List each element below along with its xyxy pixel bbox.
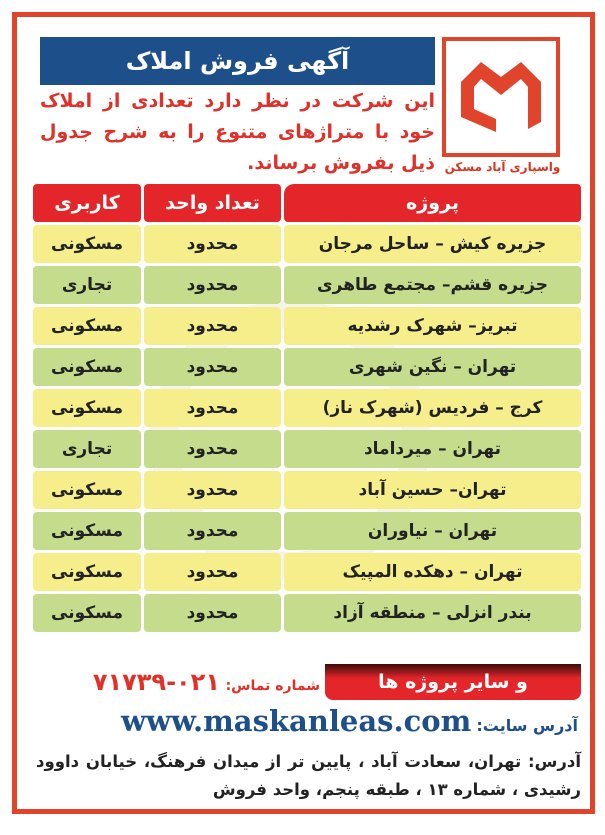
website-url[interactable]: www.maskanleas.com (121, 704, 472, 738)
cell-usage: مسکونی (33, 225, 141, 263)
intro-text: این شرکت در نظر دارد تعدادی از املاک خود با متراژهای متنوع را به شرح جدول ذیل بفروش برساند. (40, 90, 435, 174)
cell-units: محدود (144, 471, 281, 509)
cell-usage: تجاری (33, 430, 141, 468)
table-row (33, 430, 581, 468)
cell-units: محدود (144, 225, 281, 263)
cell-project: تبریز– شهرک رشدیه (284, 307, 581, 345)
ad-title: آگهی فروش املاک (40, 37, 435, 85)
cell-project: جزیره قشم– مجتمع طاهری (284, 266, 581, 304)
cell-units: محدود (144, 307, 281, 345)
cell-units: محدود (144, 266, 281, 304)
table-row (33, 471, 581, 509)
table-row (33, 307, 581, 345)
m-logo-icon (456, 57, 546, 137)
cell-project: تهران – نیاوران (284, 512, 581, 550)
table-row (33, 389, 581, 427)
cell-usage: مسکونی (33, 471, 141, 509)
contact-phone (40, 668, 320, 696)
cell-usage: مسکونی (33, 594, 141, 632)
cell-project: جزیره کیش – ساحل مرجان (284, 225, 581, 263)
table-row (33, 225, 581, 263)
cell-usage: مسکونی (33, 307, 141, 345)
cell-project: بندر انزلی – منطقه آزاد (284, 594, 581, 632)
website (38, 704, 578, 738)
cell-units: محدود (144, 512, 281, 550)
company-logo (442, 37, 560, 157)
cell-units: محدود (144, 594, 281, 632)
cell-project: تهران – دهکده المپیک (284, 553, 581, 591)
cell-project: کرج – فردیس (شهرک ناز) (284, 389, 581, 427)
cell-units: محدود (144, 430, 281, 468)
logo-caption: واسپاری آباد مسکن (444, 160, 561, 174)
cell-usage: مسکونی (33, 553, 141, 591)
other-projects-banner: و سایر پروژه ها (325, 664, 581, 700)
cell-units: محدود (144, 348, 281, 386)
cell-project: تهران – میرداماد (284, 430, 581, 468)
header-units: تعداد واحد (144, 184, 281, 222)
cell-project: تهران – نگین شهری (284, 348, 581, 386)
address: آدرس: تهران، سعادت آباد ، پایین تر از میدان فرهنگ، خیابان داوود رشیدی ، شماره ۱۳ ، طبقه پنجم، واحد فروش (36, 752, 581, 799)
table-row (33, 348, 581, 386)
header-usage: کاربری (33, 184, 141, 222)
cell-usage: مسکونی (33, 512, 141, 550)
phone-label: شماره تماس: (225, 678, 320, 694)
cell-usage: مسکونی (33, 348, 141, 386)
table-header (33, 184, 581, 222)
table-row (33, 512, 581, 550)
website-label: آدرس سایت: (476, 716, 578, 735)
phone-number: ۰۲۱-۷۱۷۳۹ (92, 668, 220, 696)
cell-units: محدود (144, 553, 281, 591)
projects-table (33, 184, 581, 635)
header-project: پروژه (284, 184, 581, 222)
cell-units: محدود (144, 389, 281, 427)
table-row (33, 266, 581, 304)
table-row (33, 594, 581, 632)
cell-project: تهران– حسین آباد (284, 471, 581, 509)
cell-usage: تجاری (33, 266, 141, 304)
cell-usage: مسکونی (33, 389, 141, 427)
table-row (33, 553, 581, 591)
